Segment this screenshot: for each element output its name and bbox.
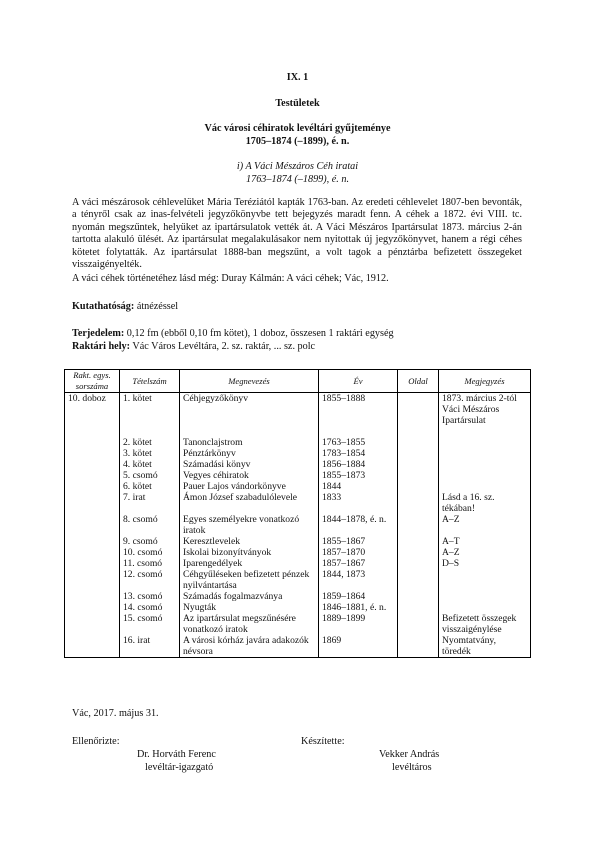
collection-dates: 1705–1874 (–1899), é. n. — [245, 136, 350, 147]
cell-page — [398, 448, 439, 459]
table-row — [65, 613, 531, 635]
cell-title: Ámon József szabadulólevele — [180, 492, 319, 514]
cell-item-number: 5. csomó — [120, 470, 180, 481]
cell-item-number: 7. irat — [120, 492, 180, 514]
inventory-table — [64, 369, 531, 658]
cell-unit-number — [65, 492, 120, 514]
cell-unit-number: 10. doboz — [65, 393, 120, 427]
cell-title: Céhjegyzőkönyv — [180, 393, 319, 427]
research-label: Kutathatóság: — [72, 301, 135, 312]
cell-note — [439, 569, 531, 591]
cell-unit-number — [65, 536, 120, 547]
cell-unit-number — [65, 613, 120, 635]
cell-note — [439, 602, 531, 613]
cell-item-number: 12. csomó — [120, 569, 180, 591]
cell-unit-number — [65, 558, 120, 569]
header-year: Év — [319, 370, 398, 393]
prepared-label: Készítette: — [301, 736, 345, 747]
location-label: Raktári hely: — [72, 341, 131, 352]
cell-page — [398, 547, 439, 558]
cell-page — [398, 613, 439, 635]
cell-year: 1855–1873 — [319, 470, 398, 481]
cell-note — [439, 426, 531, 437]
cell-item-number: 13. csomó — [120, 591, 180, 602]
cell-note — [439, 481, 531, 492]
cell-note — [439, 470, 531, 481]
cell-item-number: 11. csomó — [120, 558, 180, 569]
description-paragraph: A váci mészárosok céhlevelüket Mária Teréziától kapták 1763-ban. Az eredeti céhlevelet 1807-ben bevonták, a tényről csak az inas-felvételi jegyzőkönyvbe tett bejegyzés maradt fenn. A céhek a 1872. évi VIII. tc. nyomán megszűntek, helyüket az ipartársulatok vették át. A Váci Mészáros Ipartársulat 1873. március 2-án tartotta alakuló ülését. Az ipartársulat megalakulásakor nem nyitottak új jegyzőkönyvet, hanem a régi céhes kötetet folytatták. Az ipartársulat 1888-ban megszűnt, a volt tagok a pénztárba befizetett összegeket visszaigényelték. — [72, 197, 522, 271]
cell-title: Pauer Lajos vándorkönyve — [180, 481, 319, 492]
category-title: Testületek — [275, 98, 320, 109]
cell-note: 1873. március 2-tól Váci Mészáros Ipartársulat — [439, 393, 531, 427]
header-title: Megnevezés — [180, 370, 319, 393]
cell-page — [398, 492, 439, 514]
cell-title: Vegyes céhiratok — [180, 470, 319, 481]
extent-line — [72, 328, 394, 339]
cell-item-number: 4. kötet — [120, 459, 180, 470]
cell-title: Keresztlevelek — [180, 536, 319, 547]
cell-page — [398, 635, 439, 658]
cell-page — [398, 591, 439, 602]
table-row — [65, 492, 531, 514]
cell-unit-number — [65, 635, 120, 658]
research-value: átnézéssel — [134, 301, 179, 312]
header-item-number: Tételszám — [120, 370, 180, 393]
cell-page — [398, 393, 439, 427]
cell-unit-number — [65, 481, 120, 492]
cell-item-number: 16. irat — [120, 635, 180, 658]
table-row — [65, 558, 531, 569]
cell-unit-number — [65, 591, 120, 602]
extent-label: Terjedelem: — [72, 328, 125, 339]
cell-item-number: 14. csomó — [120, 602, 180, 613]
cell-title: Iskolai bizonyítványok — [180, 547, 319, 558]
cell-note: A–Z — [439, 514, 531, 536]
cell-year: 1857–1870 — [319, 547, 398, 558]
cell-page — [398, 426, 439, 437]
cell-year: 1844 — [319, 481, 398, 492]
cell-year: 1889–1899 — [319, 613, 398, 635]
cell-item-number: 1. kötet — [120, 393, 180, 427]
cell-year: 1857–1867 — [319, 558, 398, 569]
cell-title: Számadás fogalmazványa — [180, 591, 319, 602]
cell-page — [398, 514, 439, 536]
cell-item-number: 2. kötet — [120, 437, 180, 448]
table-row — [65, 602, 531, 613]
cell-note: Befizetett összegek visszaigénylése — [439, 613, 531, 635]
cell-note — [439, 448, 531, 459]
cell-unit-number — [65, 470, 120, 481]
cell-item-number: 15. csomó — [120, 613, 180, 635]
location-value: Vác Város Levéltára, 2. sz. raktár, ... sz. polc — [130, 341, 316, 352]
cell-note: A–Z — [439, 547, 531, 558]
cell-unit-number — [65, 547, 120, 558]
history-note: A váci céhek történetéhez lásd még: Duray Kálmán: A váci céhek; Vác, 1912. — [72, 273, 389, 284]
cell-year: 1844, 1873 — [319, 569, 398, 591]
cell-year: 1763–1855 — [319, 437, 398, 448]
subfonds-dates: 1763–1874 (–1899), é. n. — [246, 174, 349, 185]
table-row — [65, 536, 531, 547]
cell-year: 1855–1888 — [319, 393, 398, 427]
cell-title: Nyugták — [180, 602, 319, 613]
table-header-row — [65, 370, 531, 393]
cell-page — [398, 437, 439, 448]
cell-page — [398, 569, 439, 591]
cell-item-number: 8. csomó — [120, 514, 180, 536]
cell-page — [398, 602, 439, 613]
cell-title: Számadási könyv — [180, 459, 319, 470]
cell-item-number — [120, 426, 180, 437]
cell-note: A–T — [439, 536, 531, 547]
cell-page — [398, 536, 439, 547]
cell-title: A városi kórház javára adakozók névsora — [180, 635, 319, 658]
table-row — [65, 459, 531, 470]
checker-name: Dr. Horváth Ferenc — [137, 749, 216, 760]
cell-title: Céhgyűléseken befizetett pénzek nyilvántartása — [180, 569, 319, 591]
cell-year — [319, 426, 398, 437]
cell-note — [439, 459, 531, 470]
cell-unit-number — [65, 426, 120, 437]
checker-title: levéltár-igazgató — [145, 762, 214, 773]
place-date: Vác, 2017. május 31. — [72, 708, 159, 719]
cell-title: Az ipartársulat megszűnésére vonatkozó iratok — [180, 613, 319, 635]
cell-title: Pénztárkönyv — [180, 448, 319, 459]
cell-title: Tanonclajstrom — [180, 437, 319, 448]
cell-unit-number — [65, 437, 120, 448]
cell-unit-number — [65, 448, 120, 459]
cell-year: 1856–1884 — [319, 459, 398, 470]
cell-page — [398, 558, 439, 569]
cell-item-number: 9. csomó — [120, 536, 180, 547]
collection-title: Vác városi céhiratok levéltári gyűjteménye — [204, 123, 391, 134]
table-row — [65, 470, 531, 481]
cell-note — [439, 591, 531, 602]
cell-page — [398, 459, 439, 470]
table-row — [65, 393, 531, 427]
cell-unit-number — [65, 569, 120, 591]
cell-title: Iparengedélyek — [180, 558, 319, 569]
cell-item-number: 10. csomó — [120, 547, 180, 558]
cell-year: 1844–1878, é. n. — [319, 514, 398, 536]
cell-note: D–S — [439, 558, 531, 569]
table-row — [65, 514, 531, 536]
cell-year: 1846–1881, é. n. — [319, 602, 398, 613]
cell-unit-number — [65, 459, 120, 470]
subfonds-title: i) A Váci Mészáros Céh iratai — [236, 161, 359, 172]
cell-unit-number — [65, 514, 120, 536]
location-line — [72, 341, 315, 352]
cell-note: Lásd a 16. sz. tékában! — [439, 492, 531, 514]
table-row — [65, 448, 531, 459]
cell-year: 1783–1854 — [319, 448, 398, 459]
cell-title — [180, 426, 319, 437]
cell-item-number: 3. kötet — [120, 448, 180, 459]
table-row — [65, 481, 531, 492]
cell-page — [398, 481, 439, 492]
cell-item-number: 6. kötet — [120, 481, 180, 492]
cell-page — [398, 470, 439, 481]
cell-note — [439, 437, 531, 448]
cell-year: 1869 — [319, 635, 398, 658]
table-row — [65, 635, 531, 658]
header-page: Oldal — [398, 370, 439, 393]
cell-year: 1859–1864 — [319, 591, 398, 602]
table-row — [65, 437, 531, 448]
header-unit-number: Rakt. egys. sorszáma — [65, 370, 120, 393]
cell-note: Nyomtatvány, töredék — [439, 635, 531, 658]
table-row — [65, 547, 531, 558]
header-note: Megjegyzés — [439, 370, 531, 393]
table-row — [65, 426, 531, 437]
preparer-name: Vekker András — [379, 749, 440, 760]
cell-title: Egyes személyekre vonatkozó iratok — [180, 514, 319, 536]
section-number: IX. 1 — [286, 72, 309, 83]
cell-unit-number — [65, 602, 120, 613]
research-line — [72, 301, 178, 312]
table-row — [65, 569, 531, 591]
extent-value: 0,12 fm (ebből 0,10 fm kötet), 1 doboz, összesen 1 raktári egység — [124, 328, 394, 339]
cell-year: 1833 — [319, 492, 398, 514]
checked-label: Ellenőrizte: — [72, 736, 120, 747]
table-row — [65, 591, 531, 602]
preparer-title: levéltáros — [392, 762, 432, 773]
cell-year: 1855–1867 — [319, 536, 398, 547]
